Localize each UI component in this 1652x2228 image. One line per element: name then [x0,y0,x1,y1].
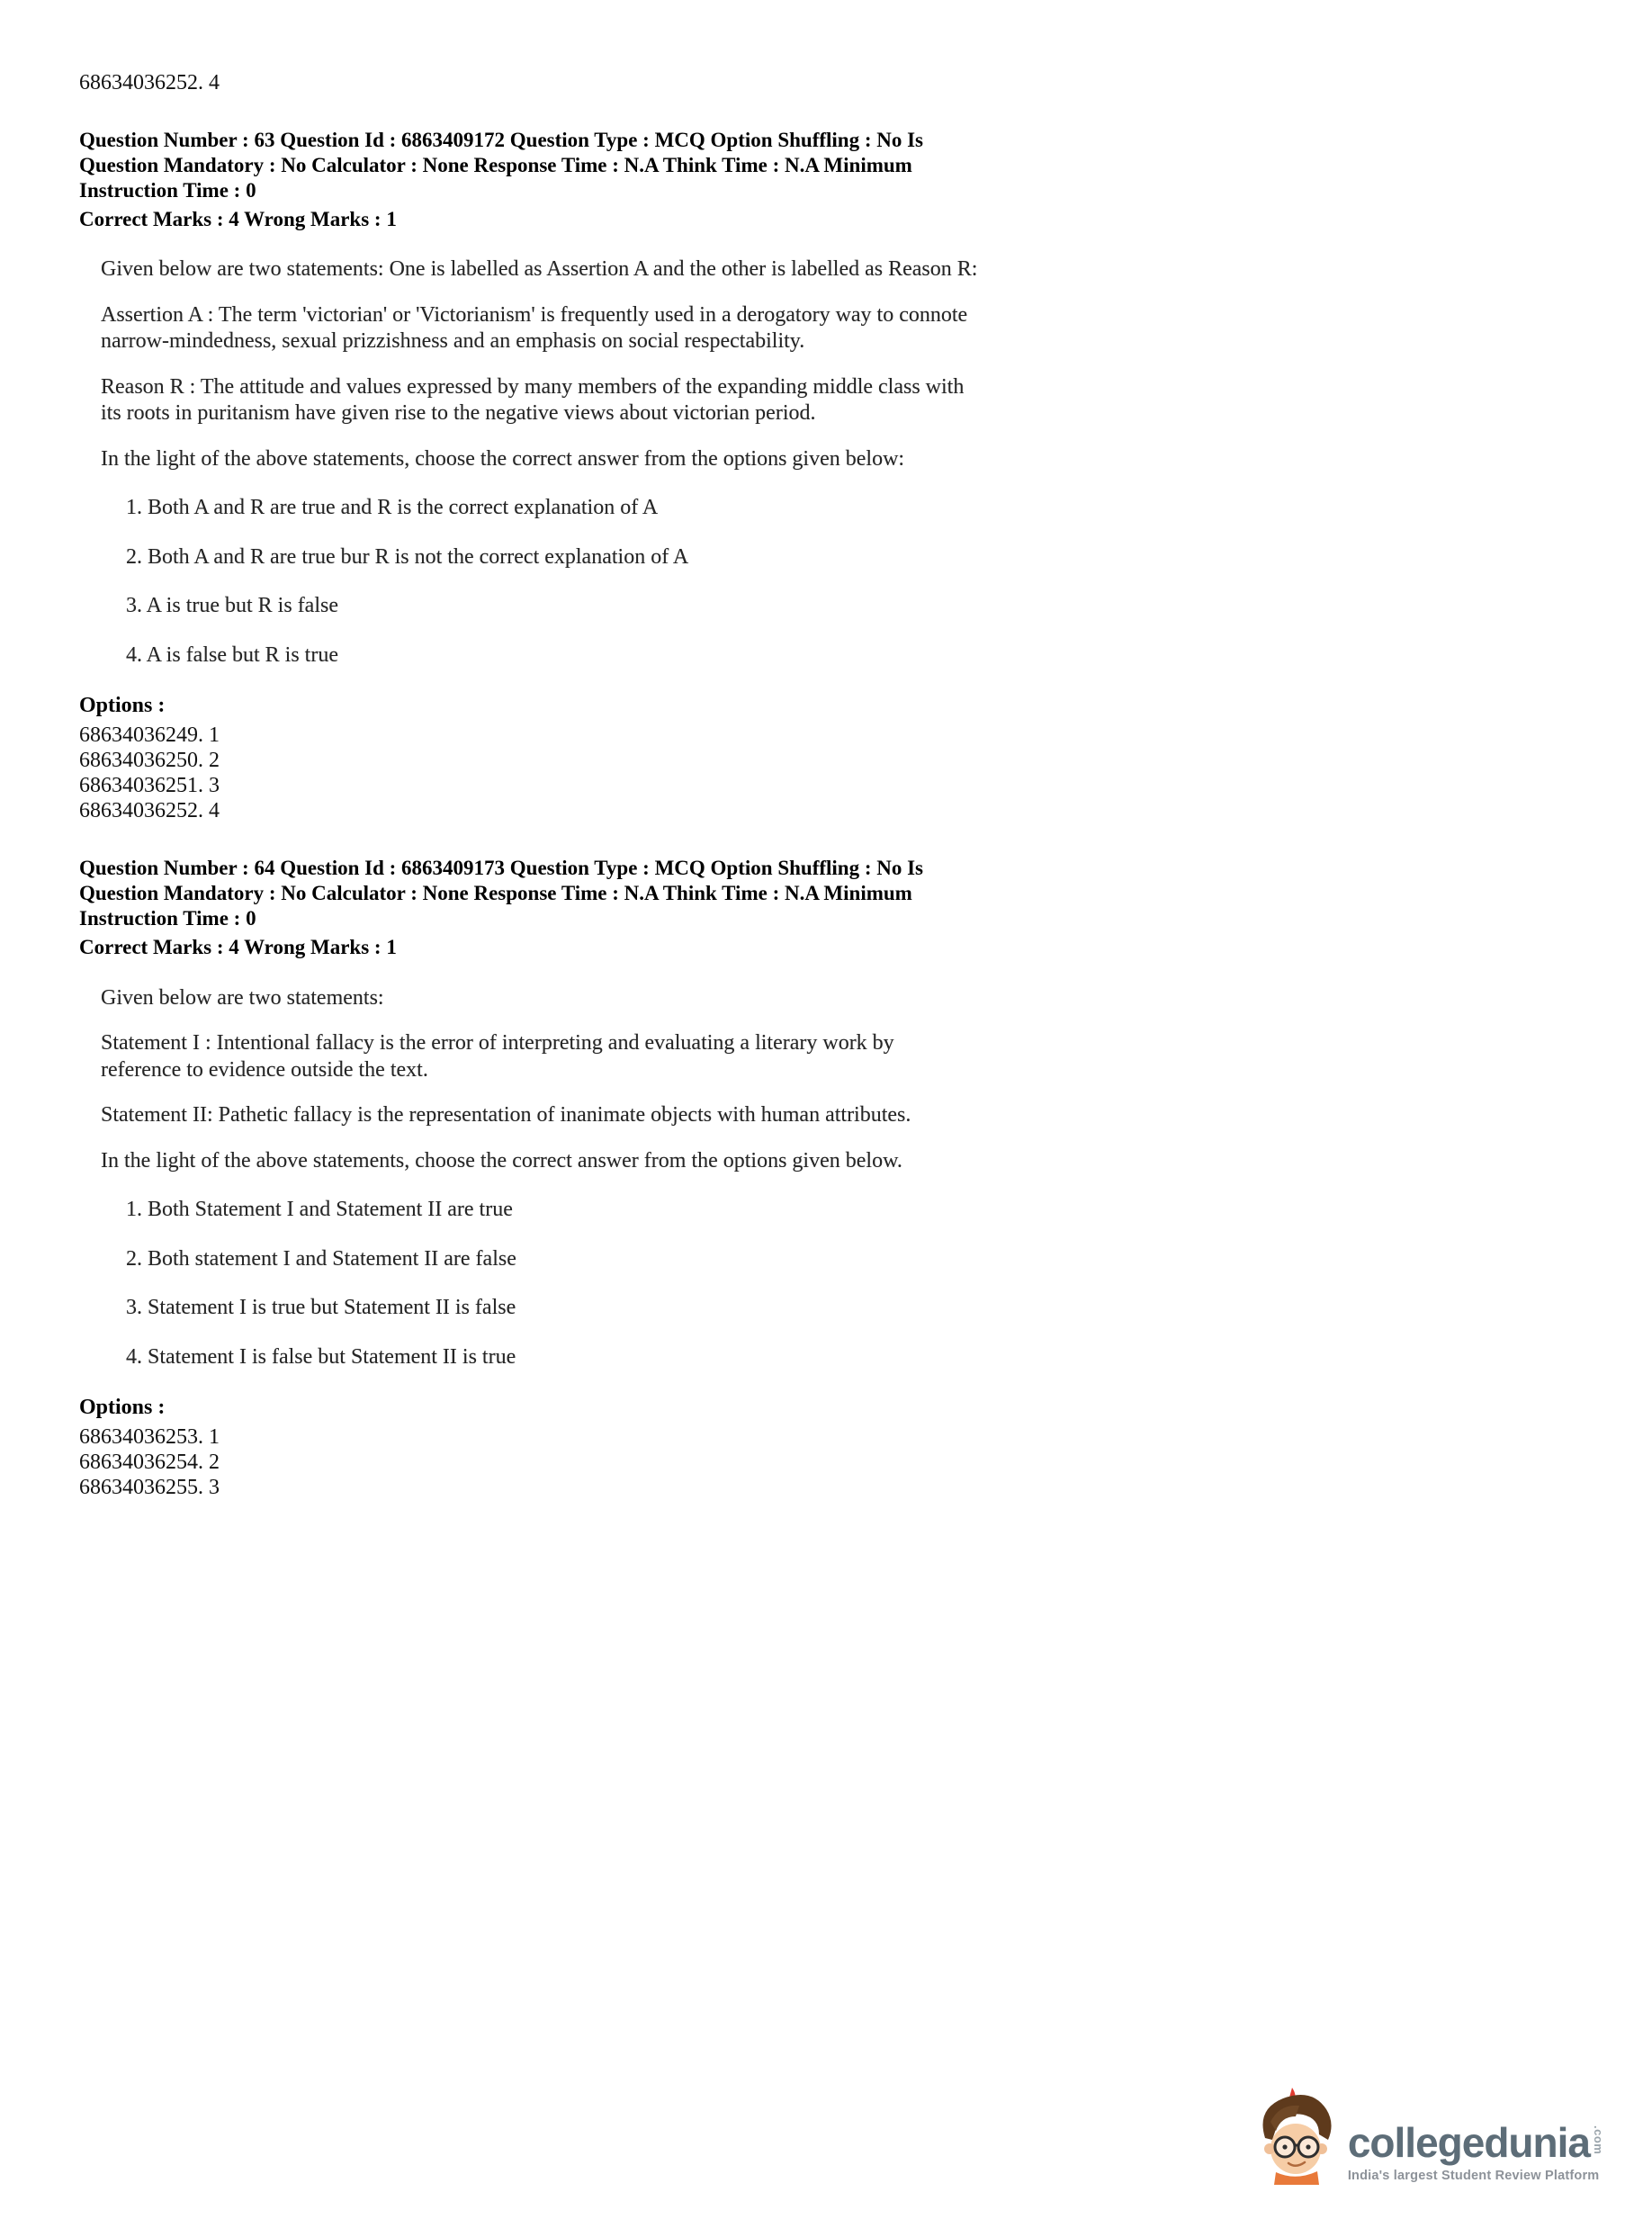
question-body [101,985,978,1371]
option-id-line: 68634036250. 2 [79,749,220,773]
statement-one-text: Statement I : Intentional fallacy is the error of interpreting and evaluating a literary work by reference to evidence outside the text. [101,1031,894,1082]
question-63-section [79,128,1573,823]
brand-domain-suffix: .com [1592,2125,1605,2155]
answer-prompt: In the light of the above statements, choose the correct answer from the options given below: [101,446,905,471]
choice-item: 2. Both A and R are true bur R is not the correct explanation of A [126,544,689,569]
collegedunia-logo [1252,2086,1605,2187]
statement-two-text: Statement II: Pathetic fallacy is the representation of inanimate objects with human attributes. [101,1103,911,1127]
options-label: Options : [79,1396,166,1420]
choice-item: 4. Statement I is false but Statement II is true [126,1344,516,1369]
choice-list [126,1197,978,1370]
answer-prompt: In the light of the above statements, choose the correct answer from the options given below. [101,1148,902,1172]
question-meta: Question Number : 63 Question Id : 6863409172 Question Type : MCQ Option Shuffling : No Is Question Mandatory : No Calculator : None Response Time : N.A Think Time : N.A Minimum Instruction Time : 0 [79,129,924,202]
option-id-line: 68634036251. 3 [79,774,220,798]
choice-item: 1. Both Statement I and Statement II are true [126,1198,513,1222]
options-block [79,692,1573,823]
assertion-text: Assertion A : The term 'victorian' or 'Victorianism' is frequently used in a derogatory way to connote narrow-mindedness, sexual prizzishness and an emphasis on social respectability. [101,302,968,354]
question-intro: Given below are two statements: One is labelled as Assertion A and the other is labelled as Reason R: [101,257,978,282]
collegedunia-mascot-icon [1252,2086,1339,2187]
brand-line [1347,2119,1605,2166]
choice-item: 2. Both statement I and Statement II are false [126,1246,516,1271]
option-id-line: 68634036252. 4 [79,799,220,823]
options-label: Options : [79,694,166,718]
choice-item: 1. Both A and R are true and R is the correct explanation of A [126,496,659,520]
option-id-line: 68634036249. 1 [79,723,220,748]
reason-text: Reason R : The attitude and values expressed by many members of the expanding middle class with its roots in puritanism have given rise to the negative views about victorian period. [101,374,965,426]
question-intro: Given below are two statements: [101,985,384,1010]
choice-list [126,495,978,669]
option-id-line: 68634036254. 2 [79,1451,220,1475]
option-id-line: 68634036252. 4 [79,71,220,94]
brand-tagline: India's largest Student Review Platform [1347,2169,1600,2183]
question-meta: Question Number : 64 Question Id : 6863409173 Question Type : MCQ Option Shuffling : No Is Question Mandatory : No Calculator : None Response Time : N.A Think Time : N.A Minimum Instruction Time : 0 [79,857,924,930]
choice-item: 4. A is false but R is true [126,642,338,667]
question-marks: Correct Marks : 4 Wrong Marks : 1 [79,208,397,231]
choice-item: 3. Statement I is true but Statement II is false [126,1296,516,1320]
brand-wordmark: collegedunia [1347,2119,1590,2166]
brand-text-block [1347,2119,1605,2187]
option-id-line: 68634036255. 3 [79,1476,220,1500]
question-64-section [79,856,1573,1500]
question-marks: Correct Marks : 4 Wrong Marks : 1 [79,936,397,959]
option-id-line: 68634036253. 1 [79,1425,220,1450]
question-body [101,256,978,669]
options-block [79,1394,1573,1500]
choice-item: 3. A is true but R is false [126,594,338,618]
